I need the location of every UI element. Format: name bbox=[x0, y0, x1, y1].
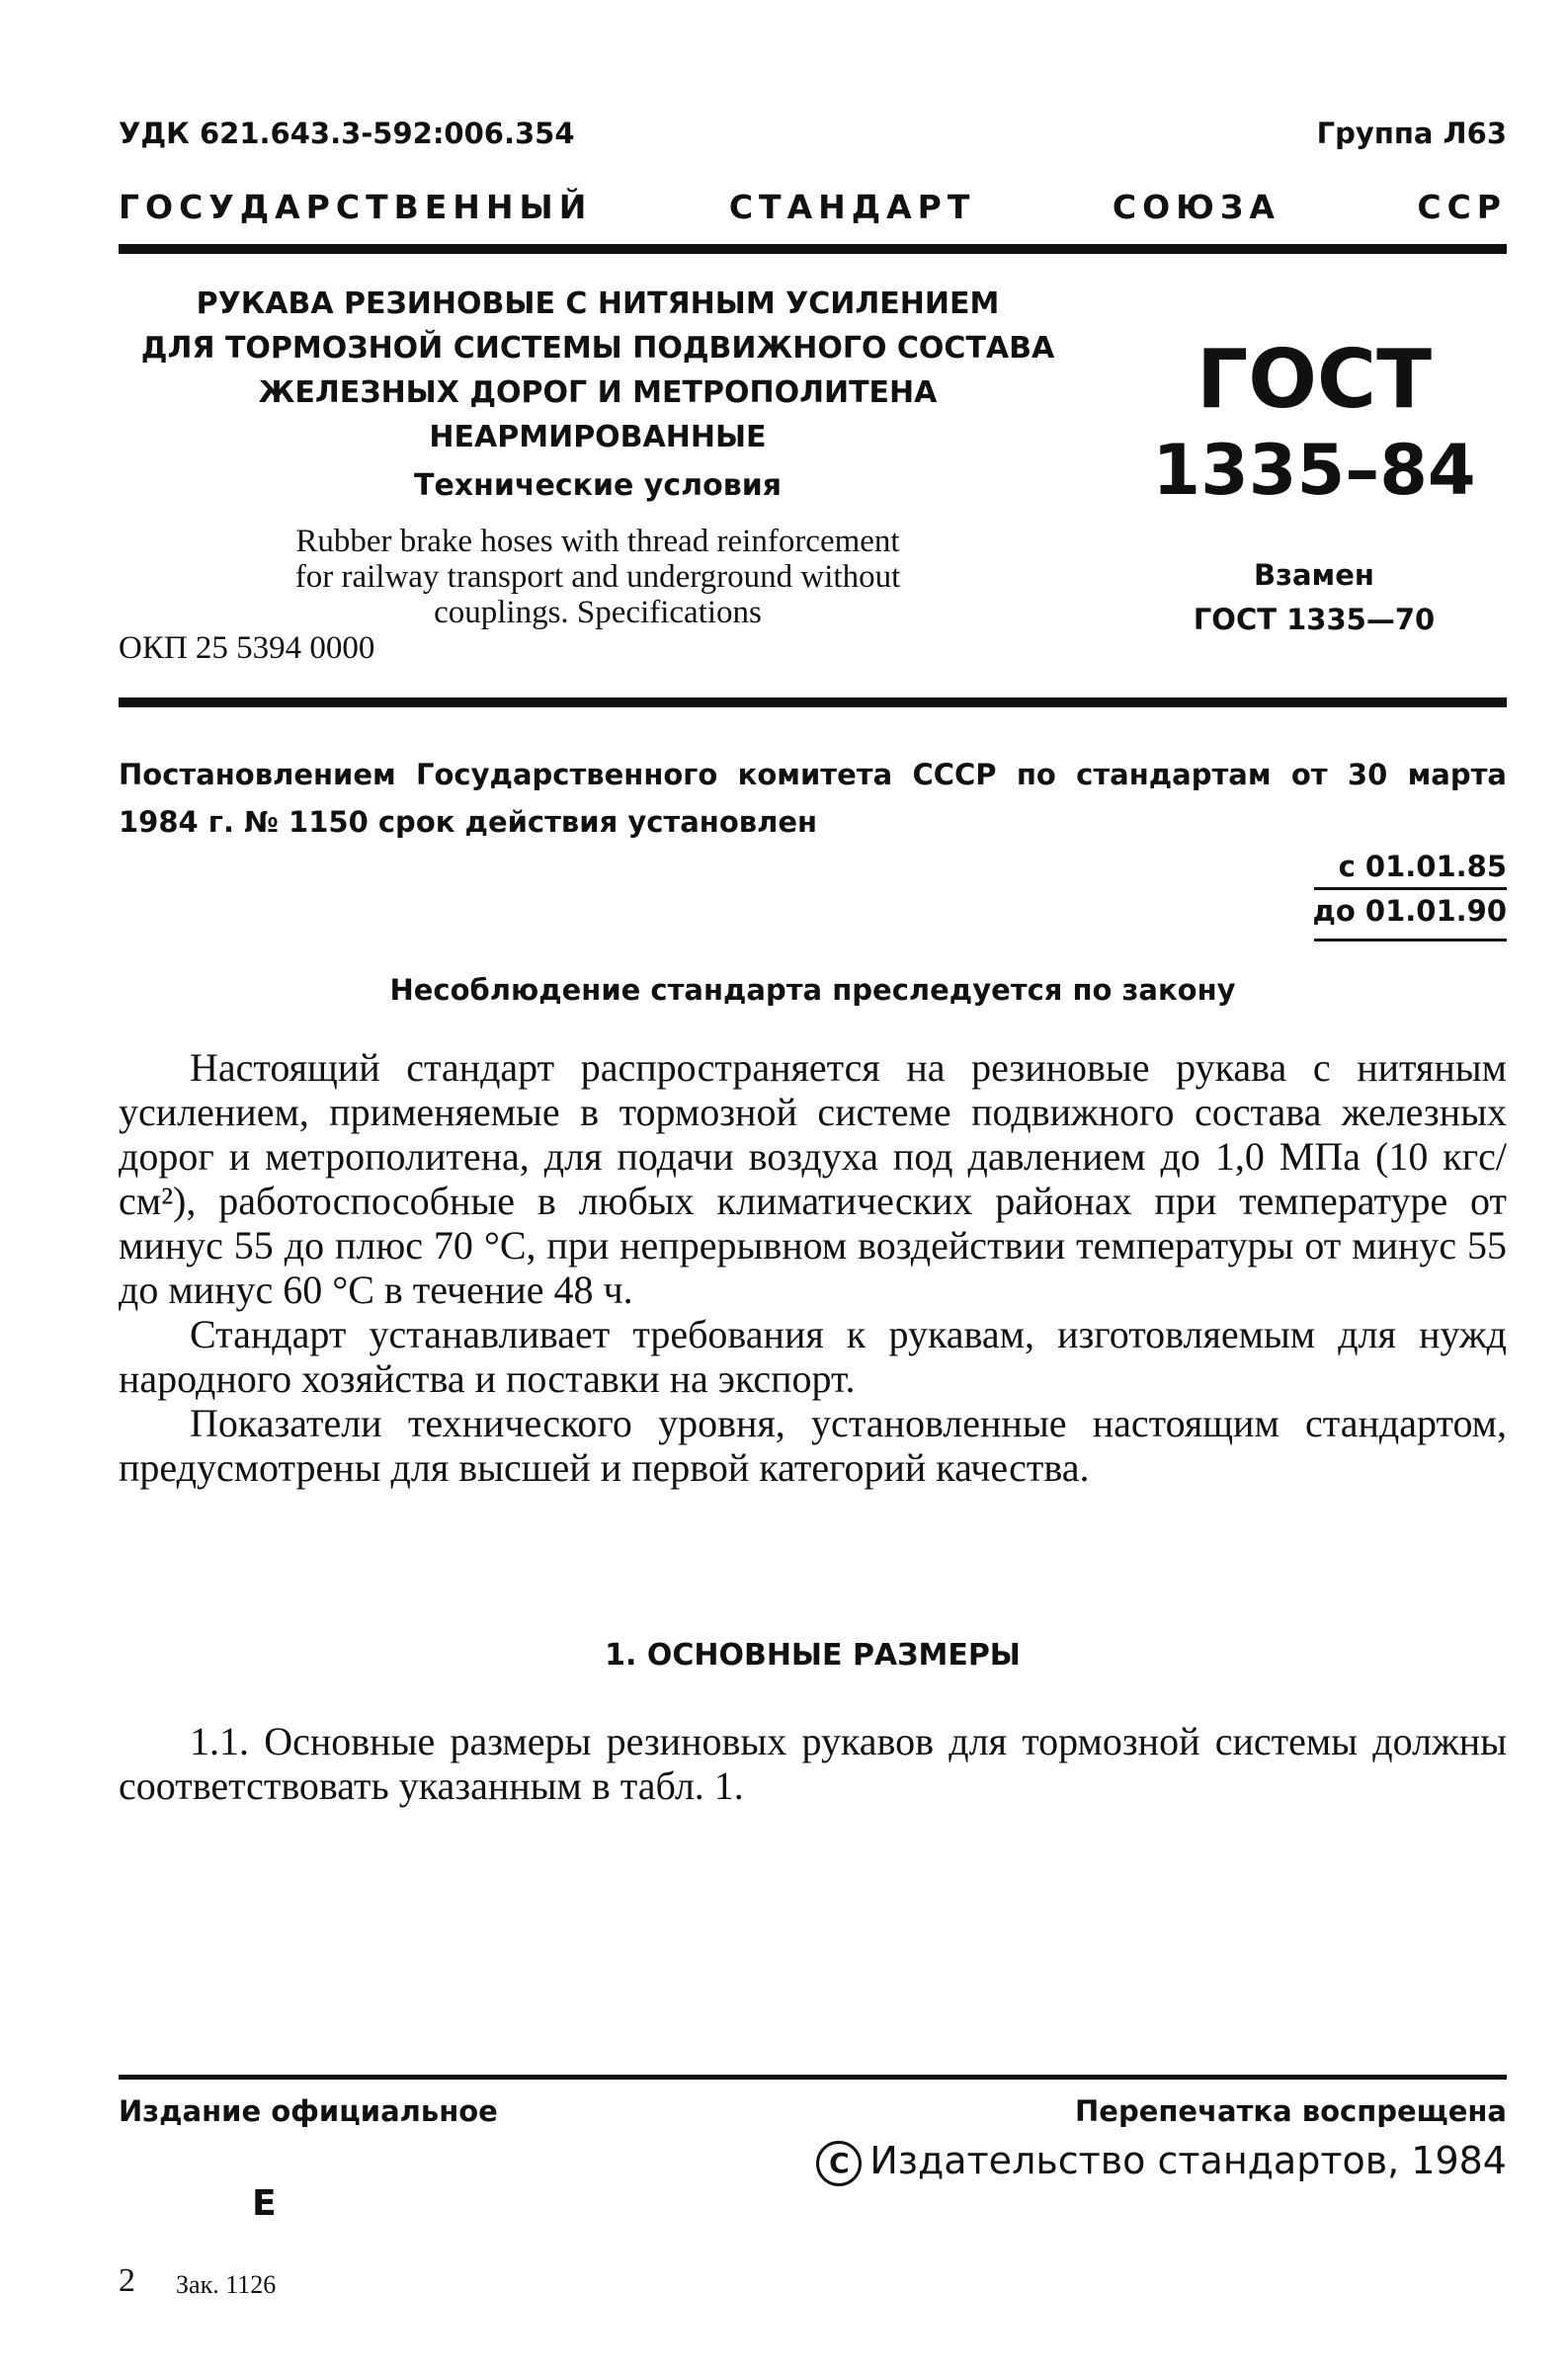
title-line: ЖЕЛЕЗНЫХ ДОРОГ И МЕТРОПОЛИТЕНА bbox=[258, 375, 938, 410]
document-subtitle: Технические условия bbox=[414, 468, 782, 503]
valid-from-date: с 01.01.85 bbox=[1338, 850, 1507, 883]
footer-divider bbox=[119, 2075, 1507, 2080]
gost-label: ГОСТ bbox=[1196, 333, 1433, 427]
english-title-line: for railway transport and underground without bbox=[294, 559, 901, 595]
paragraph: Показатели технического уровня, установленные настоящим стандартом, предусмотрены для высшей и первой категорий качества. bbox=[119, 1401, 1507, 1490]
top-divider bbox=[119, 244, 1507, 254]
date-divider bbox=[1314, 939, 1507, 941]
english-title bbox=[119, 524, 1077, 630]
copyright-icon: C bbox=[816, 2141, 862, 2186]
publisher-line bbox=[816, 2139, 1507, 2186]
replaces-value: ГОСТ 1335—70 bbox=[1193, 603, 1436, 636]
english-title-line: Rubber brake hoses with thread reinforcement bbox=[295, 524, 900, 559]
valid-to-date: до 01.01.90 bbox=[1312, 894, 1507, 928]
law-notice: Несоблюдение стандарта преследуется по закону bbox=[389, 973, 1236, 1007]
intro-text bbox=[119, 1045, 1507, 1490]
order-number: Зак. 1126 bbox=[176, 2270, 277, 2299]
section-body bbox=[119, 1719, 1507, 1808]
gost-number: 1335–84 bbox=[1152, 430, 1476, 511]
replaces-label: Взамен bbox=[1254, 558, 1374, 592]
edition-mark: Е bbox=[252, 2183, 277, 2224]
paragraph: 1.1. Основные размеры резиновых рукавов для тормозной системы должны соответствовать указанным в табл. 1. bbox=[119, 1719, 1507, 1808]
english-title-line: couplings. Specifications bbox=[434, 595, 762, 630]
paragraph: Настоящий стандарт распространяется на резиновые рукава с нитяным усилением, применяемые в тормозной системе подвижного состава железных дорог и метрополитена, для подачи воздуха под давлением до 1,0 МПа (10 кгс/см²), работоспособные в любых климатических районах при температуре от минус 55 до плюс 70 °С, при непрерывном воздействии температуры от минус 55 до минус 60 °С в течение 48 ч. bbox=[119, 1045, 1507, 1312]
paragraph: Стандарт устанавливает требования к рукавам, изготовляемым для нужд народного хозяйства и поставки на экспорт. bbox=[119, 1312, 1507, 1401]
date-divider bbox=[1314, 887, 1507, 890]
reprint-notice: Перепечатка воспрещена bbox=[1075, 2094, 1507, 2128]
okp-code: ОКП 25 5394 0000 bbox=[119, 630, 375, 666]
document-title bbox=[119, 282, 1077, 508]
edition-label: Издание официальное bbox=[119, 2094, 498, 2128]
udk-code: УДК 621.643.3-592:006.354 bbox=[119, 117, 575, 150]
publisher-text: Издательство стандартов, 1984 bbox=[869, 2139, 1507, 2182]
standard-title: ГОСУДАРСТВЕННЫЙ СТАНДАРТ СОЮЗА ССР bbox=[119, 188, 1507, 226]
section-heading: 1. ОСНОВНЫЕ РАЗМЕРЫ bbox=[605, 1638, 1021, 1673]
header-divider bbox=[119, 697, 1507, 707]
title-line: ДЛЯ ТОРМОЗНОЙ СИСТЕМЫ ПОДВИЖНОГО СОСТАВА bbox=[140, 331, 1055, 366]
decree-text: Постановлением Государственного комитета СССР по стандартам от 30 марта 1984 г. № 1150 срок действия установлен bbox=[119, 758, 1507, 839]
page-number: 2 bbox=[119, 2262, 135, 2299]
group-code: Группа Л63 bbox=[1316, 117, 1507, 150]
title-line: НЕАРМИРОВАННЫЕ bbox=[429, 420, 767, 454]
title-line: РУКАВА РЕЗИНОВЫЕ С НИТЯНЫМ УСИЛЕНИЕМ bbox=[196, 286, 1000, 321]
